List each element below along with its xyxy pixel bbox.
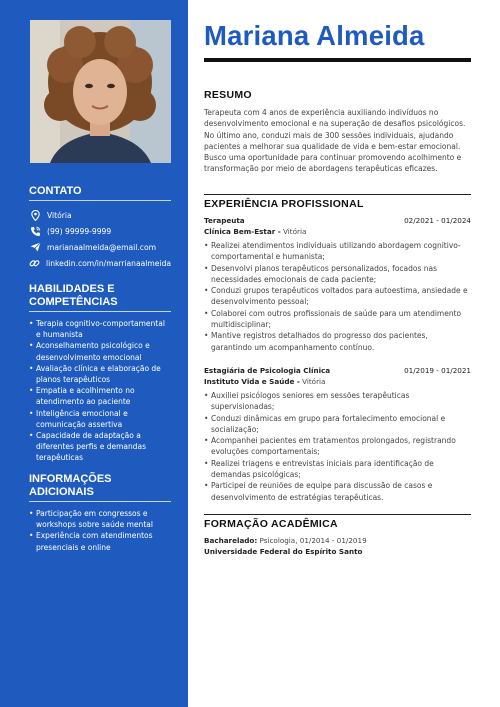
name-underline bbox=[204, 58, 471, 62]
contact-location bbox=[29, 207, 171, 223]
send-icon bbox=[29, 241, 41, 253]
list-item: • Desenvolvi planos terapêuticos personalizados, focados nas necessidades emocionais de cada paciente; bbox=[204, 263, 471, 286]
contact-divider bbox=[29, 200, 171, 201]
list-item: • Conduzi dinâmicas em grupo para fortalecimento emocional e socialização; bbox=[204, 413, 471, 436]
phone-icon bbox=[29, 225, 41, 237]
job-role: Estagiária de Psicologia Clínica bbox=[204, 365, 331, 375]
location-pin-icon bbox=[29, 209, 41, 221]
job-city: Vitória bbox=[299, 376, 326, 386]
education-title: FORMAÇÃO ACADÊMICA bbox=[204, 518, 338, 530]
education-degree-text: Psicologia, 01/2014 - 01/2019 bbox=[257, 536, 367, 545]
skills-section bbox=[29, 283, 171, 464]
contact-linkedin[interactable] bbox=[29, 255, 171, 271]
job-role: Terapeuta bbox=[204, 216, 245, 225]
skills-list bbox=[29, 318, 171, 464]
list-item: • Auxiliei psicólogos seniores em sessões terapêuticas supervisionadas; bbox=[204, 390, 471, 413]
education-top-divider bbox=[204, 514, 471, 515]
list-item: • Avaliação clínica e elaboração de planos terapêuticos bbox=[29, 363, 171, 385]
job-company bbox=[204, 226, 471, 237]
summary-title: RESUMO bbox=[204, 89, 252, 101]
list-item: • Mantive registros detalhados do progresso dos pacientes, garantindo um acompanhamento contínuo. bbox=[204, 330, 471, 353]
additional-divider bbox=[29, 501, 171, 502]
job-company bbox=[204, 376, 471, 387]
list-item: • Realizei triagens e entrevistas iniciais para identificação de demandas psicológicas; bbox=[204, 458, 471, 481]
education-degree-label: Bacharelado: bbox=[204, 536, 258, 545]
experience-section bbox=[204, 194, 471, 503]
experience-top-divider bbox=[204, 194, 471, 195]
summary-text: Terapeuta com 4 anos de experiência auxiliando indivíduos no desenvolvimento emocional e na superação de desafios psicológicos. No último ano, conduzi mais de 300 sessões individuais, ajudando pacientes a melhorar sua qualidade de vida e bem-estar emocional. Busco uma oportunidade para continuar promovendo acolhimento e transformação por meio de abordagens terapêuticas eficazes. bbox=[204, 108, 466, 174]
skills-title-line2: COMPETÊNCIAS bbox=[29, 296, 118, 308]
sidebar bbox=[0, 0, 188, 707]
contact-title: CONTATO bbox=[29, 185, 82, 197]
job-dates: 02/2021 - 01/2024 bbox=[404, 216, 471, 225]
education-school: Universidade Federal do Espírito Santo bbox=[204, 547, 363, 556]
list-item: • Aconselhamento psicológico e desenvolvimento emocional bbox=[29, 340, 171, 362]
skills-title-line1: HABILIDADES E bbox=[29, 283, 115, 295]
additional-list bbox=[29, 508, 171, 553]
candidate-name: Mariana Almeida bbox=[204, 20, 425, 51]
link-icon bbox=[29, 257, 40, 269]
list-item: • Experiência com atendimentos presenciais e online bbox=[29, 530, 171, 552]
list-item: • Colaborei com outros profissionais de saúde para um atendimento multidisciplinar; bbox=[204, 308, 471, 331]
contact-phone-text: (99) 99999-9999 bbox=[47, 226, 112, 236]
summary-section bbox=[204, 89, 471, 175]
list-item: • Participação em congressos e workshops sobre saúde mental bbox=[29, 508, 171, 530]
list-item: • Participei de reuniões de equipe para discussão de casos e desenvolvimento de estratégias terapêuticas. bbox=[204, 480, 471, 503]
job-entry bbox=[204, 215, 471, 353]
job-header bbox=[204, 365, 471, 376]
list-item: • Capacidade de adaptação a diferentes perfis e demandas terapêuticas bbox=[29, 430, 171, 464]
contact-email[interactable] bbox=[29, 239, 171, 255]
additional-title: INFORMAÇÕES ADICIONAIS bbox=[29, 473, 112, 498]
contact-email-text[interactable]: marianaalmeida@email.com bbox=[47, 242, 156, 252]
list-item: • Terapia cognitivo-comportamental e humanista bbox=[29, 318, 171, 340]
list-item: • Acompanhei pacientes em tratamentos prolongados, registrando evoluções comportamentais; bbox=[204, 435, 471, 458]
list-item: • Inteligência emocional e comunicação assertiva bbox=[29, 408, 171, 430]
additional-section bbox=[29, 473, 171, 553]
contact-location-text: Vitória bbox=[47, 210, 72, 220]
list-item: • Realizei atendimentos individuais utilizando abordagem cognitivo-comportamental e humanista; bbox=[204, 240, 471, 263]
contact-linkedin-text[interactable]: linkedin.com/in/marrianaalmeida bbox=[46, 258, 172, 268]
job-bullets bbox=[204, 240, 471, 353]
skills-divider bbox=[29, 311, 171, 312]
job-company-name: Instituto Vida e Saúde - bbox=[204, 376, 300, 386]
job-dates: 01/2019 - 01/2021 bbox=[404, 365, 471, 375]
job-header bbox=[204, 215, 471, 226]
experience-title: EXPERIÊNCIA PROFISSIONAL bbox=[204, 198, 364, 210]
job-bullets bbox=[204, 390, 471, 503]
profile-photo bbox=[30, 20, 171, 163]
list-item: • Conduzi grupos terapêuticos voltados para autoestima, ansiedade e desenvolvimento pessoal; bbox=[204, 285, 471, 308]
contact-phone bbox=[29, 223, 171, 239]
profile-photo-image bbox=[30, 20, 171, 163]
list-item: • Empatia e acolhimento no atendimento ao paciente bbox=[29, 385, 171, 407]
job-city: Vitória bbox=[280, 227, 307, 236]
education-degree bbox=[204, 535, 471, 546]
job-company-name: Clínica Bem-Estar - bbox=[204, 227, 281, 236]
education-section bbox=[204, 514, 471, 557]
job-entry bbox=[204, 365, 471, 503]
contact-section bbox=[29, 185, 171, 271]
